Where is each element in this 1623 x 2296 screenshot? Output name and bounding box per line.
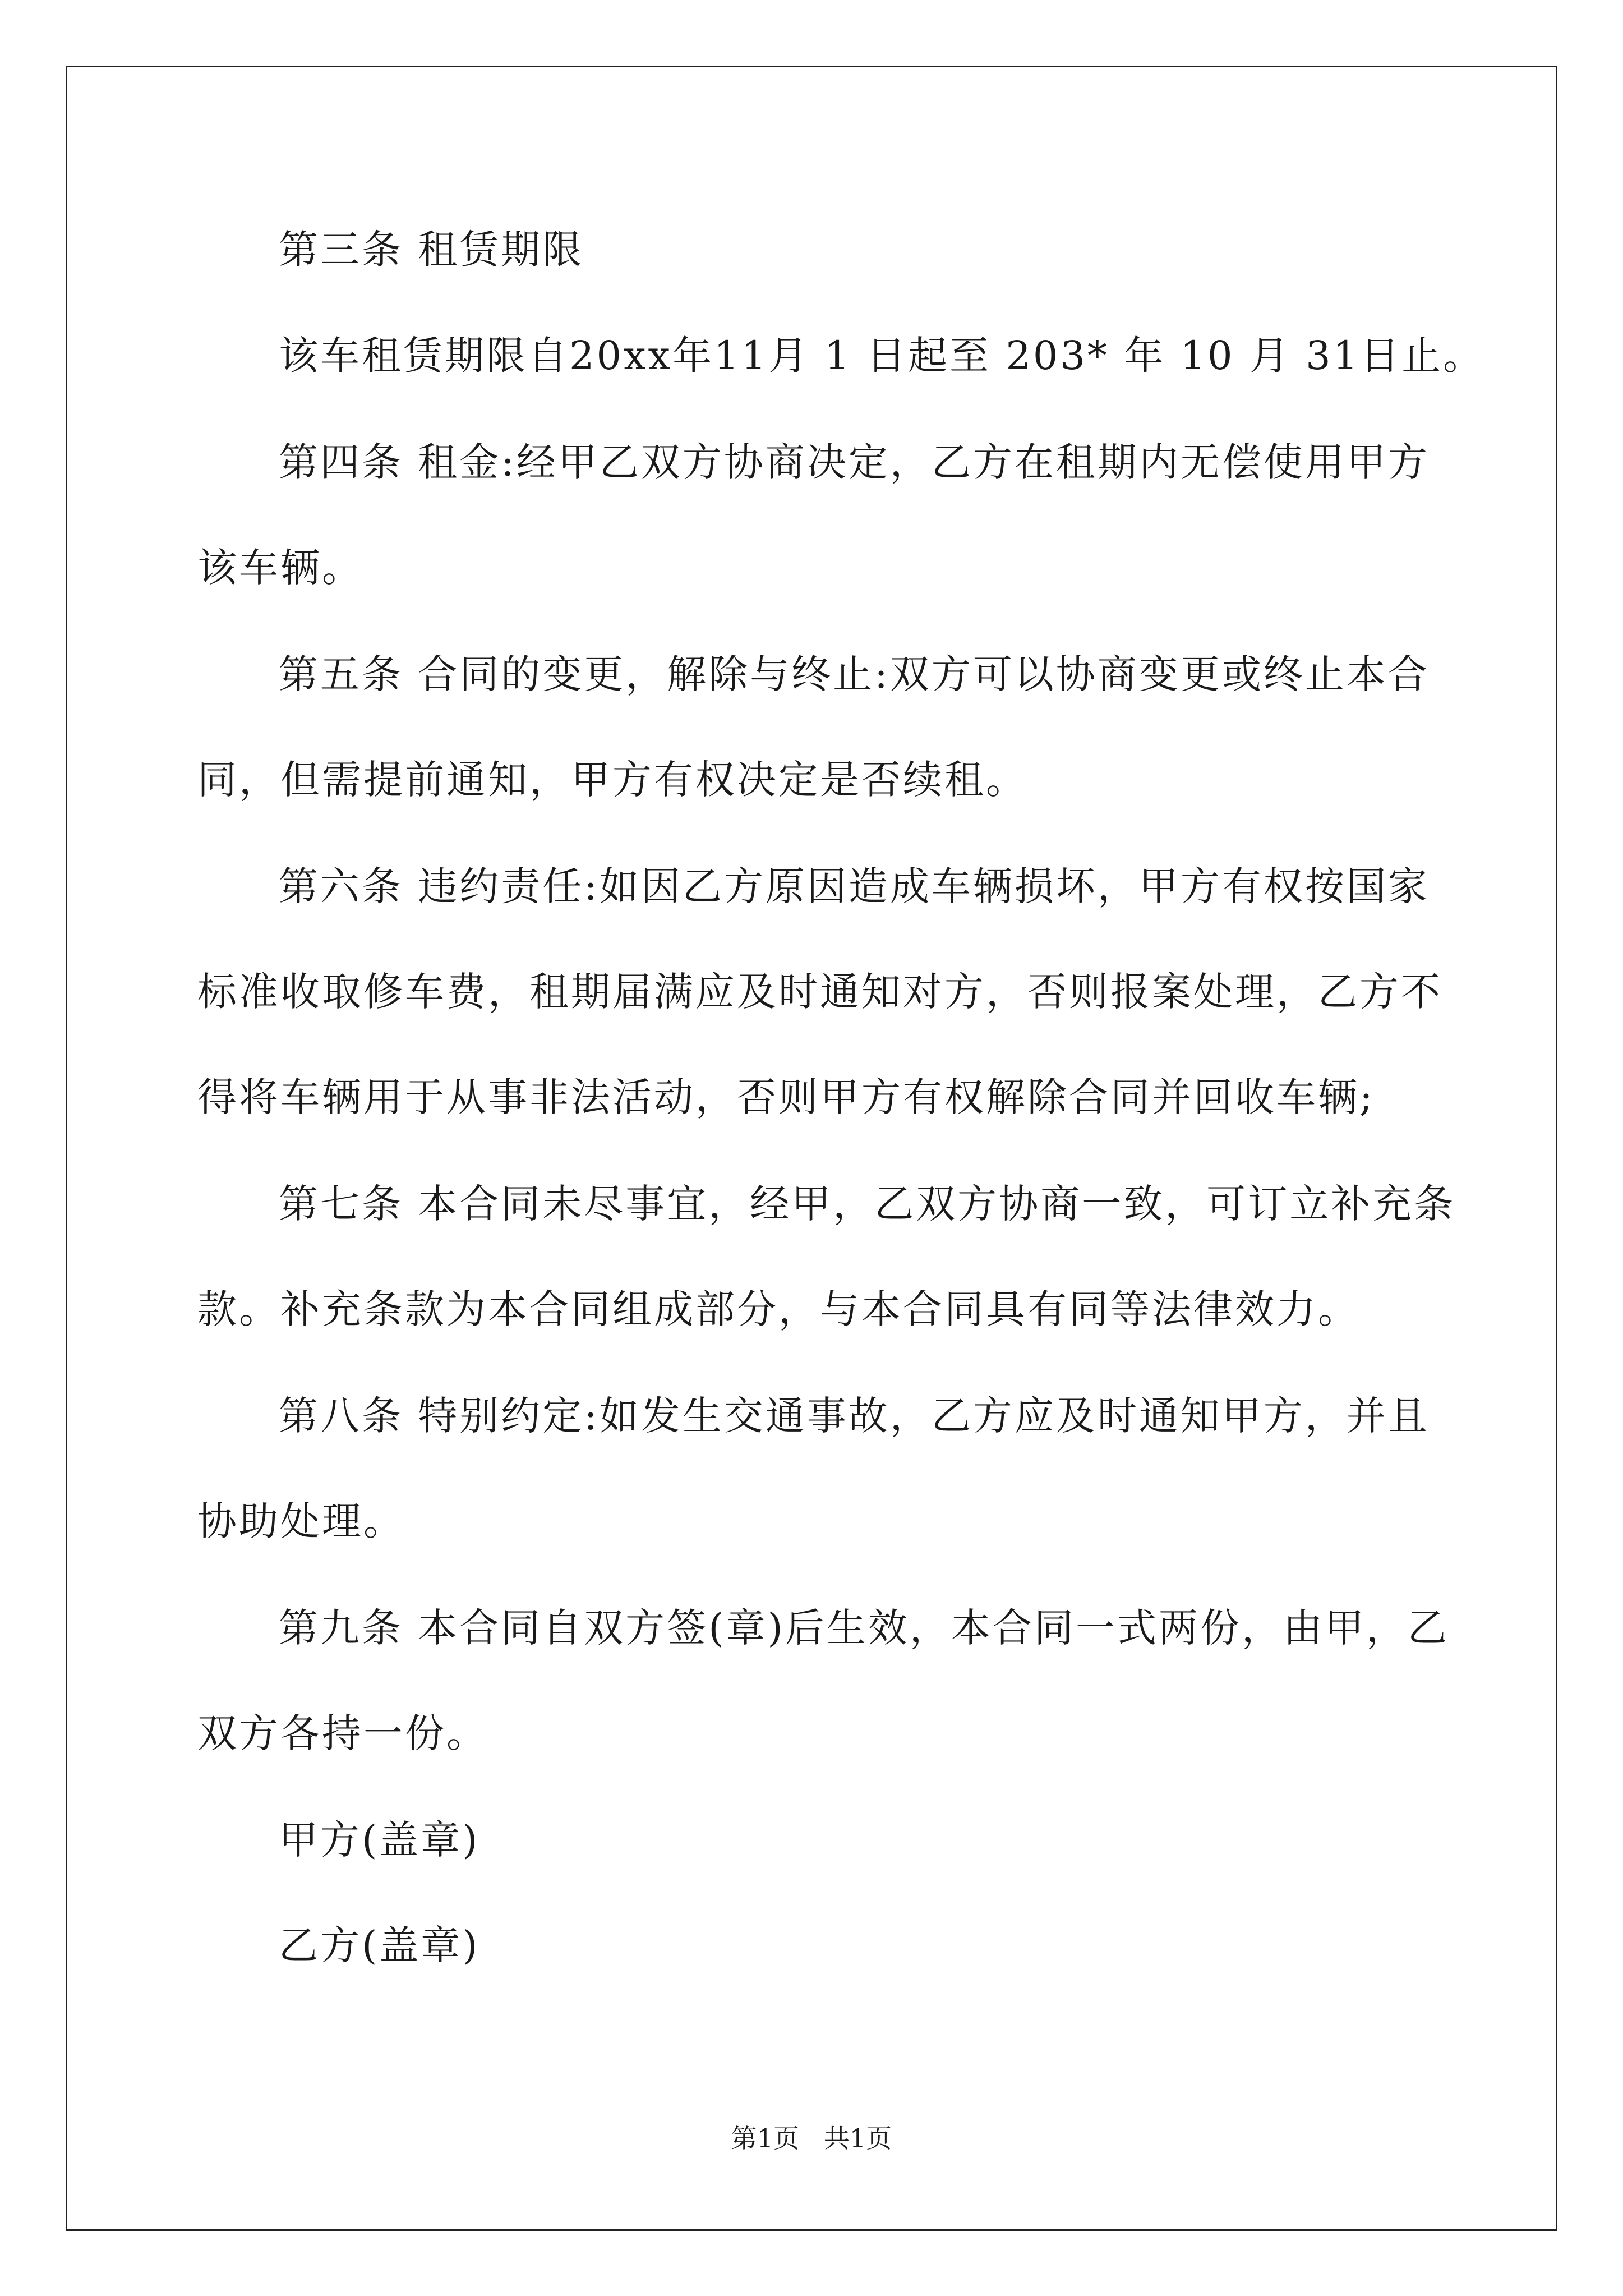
clause-7-line-1: 第七条 本合同未尽事宜，经甲，乙双方协商一致，可订立补充条 — [279, 1181, 1456, 1227]
page-border — [66, 66, 1557, 2231]
clause-6-line-2: 标准收取修车费，租期届满应及时通知对方，否则报案处理，乙方不 — [197, 969, 1442, 1015]
clause-6-line-1: 第六条 违约责任:如因乙方原因造成车辆损坏，甲方有权按国家 — [279, 863, 1430, 909]
party-a-seal: 甲方(盖章) — [279, 1817, 480, 1863]
clause-8-line-1: 第八条 特别约定:如发生交通事故，乙方应及时通知甲方，并且 — [279, 1393, 1430, 1439]
clause-3-text: 该车租赁期限自20xx年11月 1 日起至 203* 年 10 月 31日止。 — [279, 333, 1485, 379]
clause-4-line-1: 第四条 租金:经甲乙双方协商决定，乙方在租期内无偿使用甲方 — [279, 439, 1430, 485]
clause-5-line-1: 第五条 合同的变更，解除与终止:双方可以协商变更或终止本合 — [279, 651, 1430, 697]
clause-3-heading: 第三条 租赁期限 — [279, 227, 584, 273]
party-b-seal: 乙方(盖章) — [279, 1922, 480, 1968]
page-number-footer: 第1页 共1页 — [731, 2123, 892, 2154]
clause-4-line-2: 该车辆。 — [197, 545, 363, 591]
clause-6-line-3: 得将车辆用于从事非法活动，否则甲方有权解除合同并回收车辆; — [197, 1074, 1375, 1120]
clause-5-line-2: 同，但需提前通知，甲方有权决定是否续租。 — [197, 757, 1027, 803]
clause-8-line-2: 协助处理。 — [197, 1498, 405, 1544]
clause-9-line-1: 第九条 本合同自双方签(章)后生效，本合同一式两份，由甲，乙 — [279, 1605, 1449, 1651]
clause-9-line-2: 双方各持一份。 — [197, 1710, 488, 1756]
clause-7-line-2: 款。补充条款为本合同组成部分，与本合同具有同等法律效力。 — [197, 1286, 1359, 1332]
